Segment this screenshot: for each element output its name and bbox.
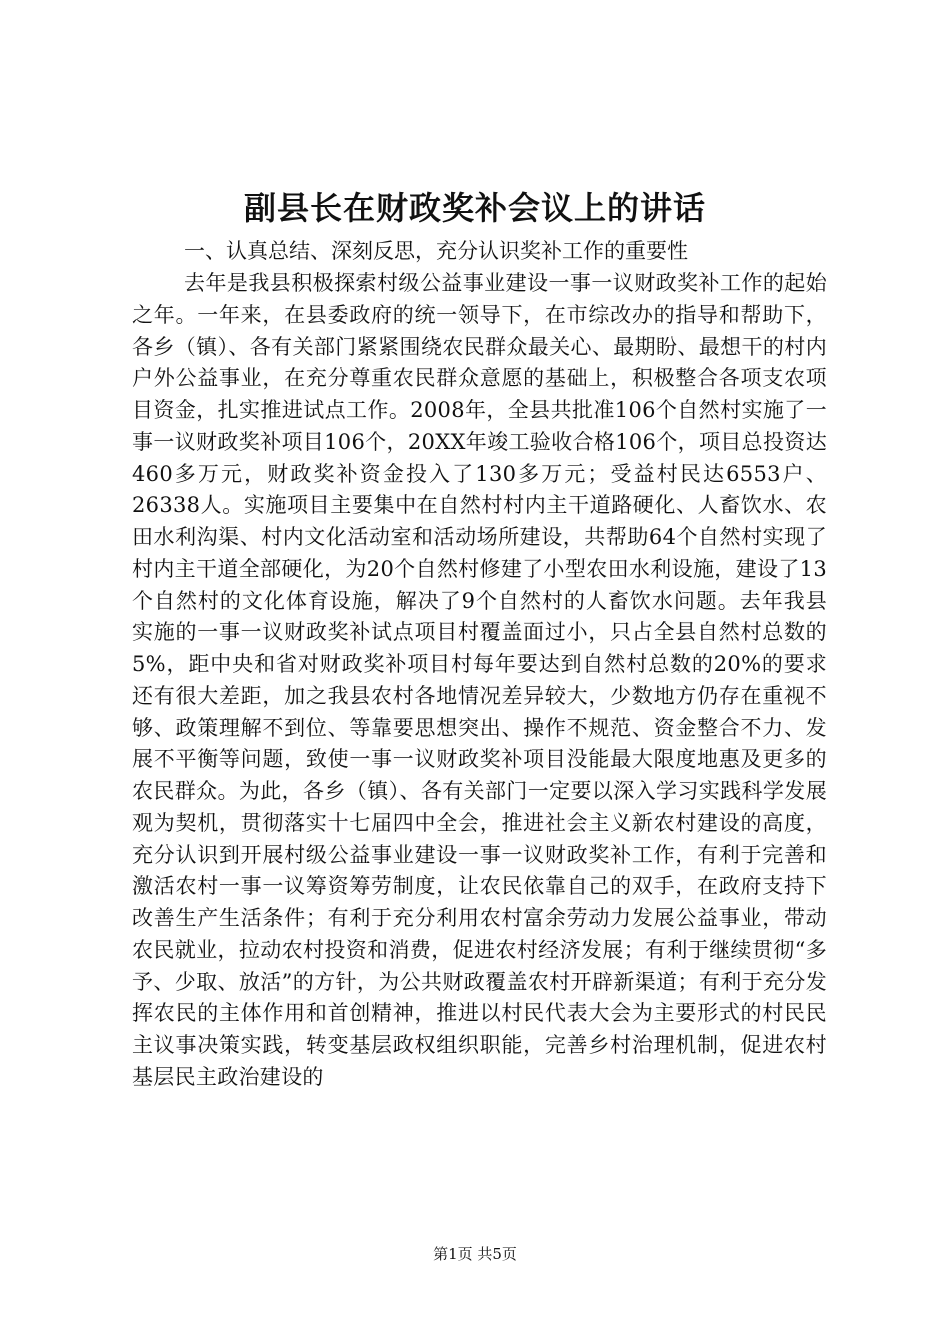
section-heading: 一、认真总结、深刻反思，充分认识奖补工作的重要性	[184, 239, 688, 263]
document-title: 副县长在财政奖补会议上的讲话	[243, 189, 706, 227]
page-footer: 第1页 共5页	[433, 1245, 517, 1263]
body-paragraph: 去年是我县积极探索村级公益事业建设一事一议财政奖补工作的起始之年。一年来，在县委政府的统一领导下，在市综改办的指导和帮助下，各乡（镇）、各有关部门紧紧围绕农民群众最关心、最期盼、最想干的村内户外公益事业，在充分尊重农民群众意愿的基础上，积极整合各项支农项目资金，扎实推进试点工作。2008年，全县共批准106个自然村实施了一事一议财政奖补项目106个，20XX年竣工验收合格106个，项目总投资达460多万元，财政奖补资金投入了130多万元；受益村民达6553户、26338人。实施项目主要集中在自然村村内主干道路硬化、人畜饮水、农田水利沟渠、村内文化活动室和活动场所建设，共帮助64个自然村实现了村内主干道全部硬化，为20个自然村修建了小型农田水利设施，建设了13个自然村的文化体育设施，解决了9个自然村的人畜饮水问题。去年我县实施的一事一议财政奖补试点项目村覆盖面过小，只占全县自然村总数的5%，距中央和省对财政奖补项目村每年要达到自然村总数的20%的要求还有很大差距，加之我县农村各地情况差异较大，少数地方仍存在重视不够、政策理解不到位、等靠要思想突出、操作不规范、资金整合不力、发展不平衡等问题，致使一事一议财政奖补项目没能最大限度地惠及更多的农民群众。为此，各乡（镇）、各有关部门一定要以深入学习实践科学发展观为契机，贯彻落实十七届四中全会，推进社会主义新农村建设的高度，充分认识到开展村级公益事业建设一事一议财政奖补工作，有利于完善和激活农村一事一议筹资筹劳制度，让农民依靠自己的双手，在政府支持下改善生产生活条件；有利于充分利用农村富余劳动力发展公益事业，带动农民就业，拉动农村投资和消费，促进农村经济发展；有利于继续贯彻“多予、少取、放活”的方针，为公共财政覆盖农村开辟新渠道；有利于充分发挥农民的主体作用和首创精神，推进以村民代表大会为主要形式的村民民主议事决策实践，转变基层政权组织职能，完善乡村治理机制，促进农村基层民主政治建设的	[132, 271, 827, 1089]
